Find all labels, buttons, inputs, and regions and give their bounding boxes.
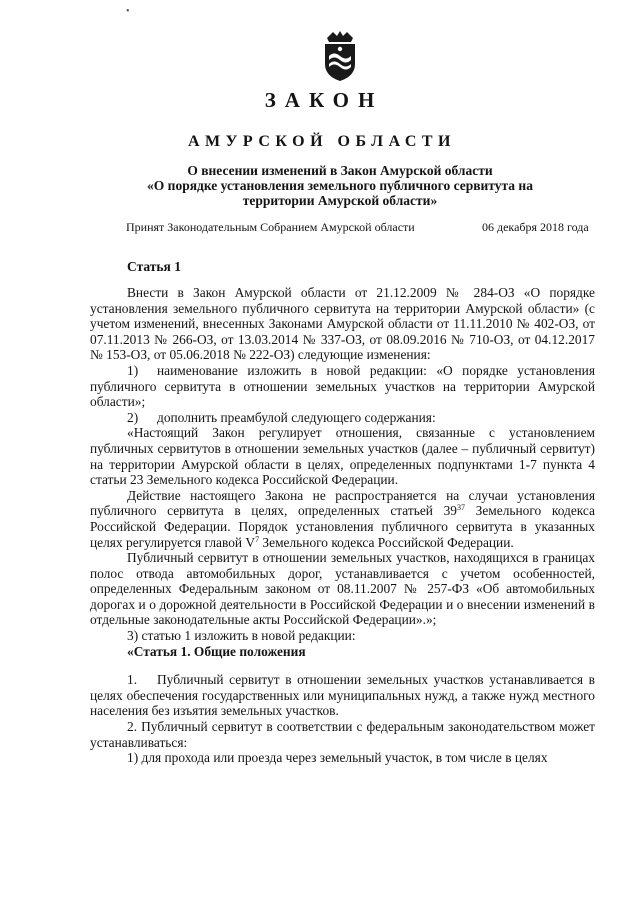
- clause-paragraph: 2. Публичный сервитут в соответствии с федеральным законодательством может устанавливаться:: [90, 719, 595, 750]
- adopted-by: Принят Законодательным Собранием Амурской области: [126, 220, 415, 234]
- subject-line: «О порядке установления земельного публичного сервитута на: [147, 178, 533, 193]
- clause-text: Публичный сервитут в отношении земельных участков устанавливается в целях обеспечения государственных или муниципальных нужд, а также нужд местного населения без изъятия земельных участков.: [90, 672, 595, 719]
- subject-line: О внесении изменений в Закон Амурской области: [187, 163, 493, 178]
- preamble-text: Действие настоящего Закона не распространяется на случаи установления публичного сервитута в целях, определенных статьей 39: [90, 487, 595, 519]
- item-text: наименование изложить в новой редакции: «О порядке установления публичного сервитута в отношении земельных участков на территории Амурской области»;: [90, 362, 595, 410]
- preamble-paragraph: «Настоящий Закон регулирует отношения, связанные с установлением публичных сервитутов в отношении земельных участков (далее – публичный сервитут) на территории Амурской области в целях, определенных подпунктами 1-7 пункта 4 статьи 23 Земельного кодекса Российской Федерации.: [90, 425, 595, 488]
- document-title: ЗАКОН: [264, 88, 384, 112]
- item-number: 1): [127, 362, 139, 378]
- article-heading: Статья 1: [127, 259, 181, 274]
- clause-number: 1.: [127, 672, 138, 688]
- preamble-text: Земельного кодекса Российской Федерации.: [259, 534, 514, 550]
- list-item: 3) статью 1 изложить в новой редакции:: [127, 628, 356, 644]
- item-number: 2): [127, 409, 139, 425]
- superscript: 7: [255, 534, 260, 544]
- law-subject: [100, 163, 580, 208]
- clause-paragraph: 1) для прохода или проезда через земельный участок, в том числе в целях: [127, 750, 548, 766]
- preamble-paragraph: Публичный сервитут в отношении земельных участков, находящихся в границах полос отвода автомобильных дорог, устанавливается с учетом особенностей, определенных Федеральным законом от 08.11.2007 № 257-ФЗ «Об автомобильных дорогах и о дорожной деятельности в Российской Федерации и о внесении изменений в отдельные законодательные акты Российской Федерации».»;: [90, 550, 595, 628]
- subject-line: территории Амурской области»: [242, 193, 438, 208]
- document-body: [90, 285, 595, 766]
- coat-of-arms-icon: [317, 30, 363, 82]
- list-item: [90, 363, 595, 410]
- clause-paragraph: [90, 672, 595, 719]
- preamble-paragraph: [90, 488, 595, 550]
- region-title: АМУРСКОЙ ОБЛАСТИ: [188, 133, 456, 150]
- adopted-date: 06 декабря 2018 года: [482, 220, 589, 234]
- superscript: 37: [457, 503, 465, 513]
- intro-paragraph: Внести в Закон Амурской области от 21.12.2009 № 284-ОЗ «О порядке установления земельного публичного сервитута на территории Амурской области» (с учетом изменений, внесенных Законами Амурской области от 11.11.2010 № 402-ОЗ, от 07.11.2013 № 266-ОЗ, от 13.03.2014 № 337-ОЗ, от 08.09.2016 № 710-ОЗ, от 04.12.2017 № 153-ОЗ, от 05.06.2018 № 222-ОЗ) следующие изменения:: [90, 285, 595, 363]
- article-1-heading: «Статья 1. Общие положения: [127, 643, 306, 659]
- preamble-text: Земельного кодекса Российской Федерации. Порядок установления публичного сервитута в указанных целях регулируется главой V: [90, 503, 595, 550]
- corner-mark: •: [126, 6, 130, 17]
- list-item: [90, 410, 595, 426]
- item-text: дополнить преамбулой следующего содержания:: [157, 409, 436, 425]
